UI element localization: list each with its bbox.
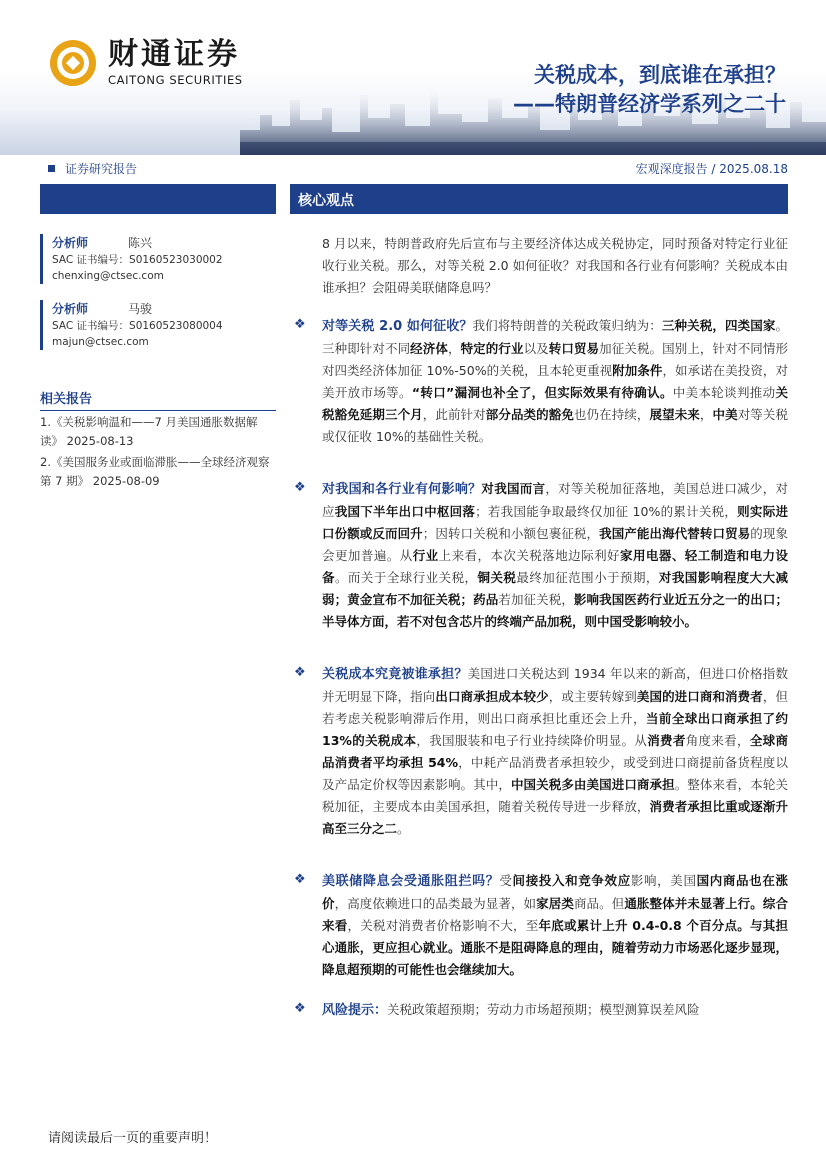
report-category [48,160,137,177]
body-text: 。 [397,821,410,836]
emphasis-text: 我国产能出海代替转口贸易 [599,526,751,541]
key-point [294,999,788,1022]
emphasis-text: 家用电器、轻工制造和电力设备 [322,548,788,585]
diamond-bullet-icon: ❖ [294,1001,306,1016]
emphasis-text: 家居类 [536,896,574,911]
core-view-label: 核心观点 [298,193,354,209]
body-text: 美国进口关税达到 1934 年以来的新高，但进口价格指数并无明显下降，指向 [322,666,788,704]
key-point-heading: 关税成本究竟被谁承担？ [322,667,468,682]
related-reports [40,388,276,491]
brand-name-cn: 财通证券 [108,37,240,72]
body-text: 影响，美国 [630,873,697,888]
body-text: 上来看，本次关税落地边际利好 [438,548,621,563]
body-text: ，关税对消费者价格影响不大，至 [347,918,539,933]
report-category-label: 证券研究报告 [65,162,138,176]
body-text: ，如承诺在美投资，对美开放市场等。 [322,363,788,400]
body-text: ， [447,341,461,356]
analyst-role: 分析师 [52,236,89,250]
intro-paragraph: 8 月以来，特朗普政府先后宣布与主要经济体达成关税协定，同时预备对特定行业征收行业关税。那么，对等关税 2.0 如何征收？对我国和各行业有何影响？关税成本由谁承担？会阻碍美联储降息吗？ [322,236,788,295]
analyst-cert: SAC 证书编号：S0160523080004 [52,320,223,332]
related-reports-title: 相关报告 [40,388,276,411]
report-title [513,62,786,118]
body-text: 对等关税或仅征收 10%的基础性关税。 [322,407,788,444]
emphasis-text: 国内商品也在涨价 [322,873,788,911]
emphasis-text: 间接投入和竞争效应 [512,873,631,888]
body-text: ，中耗产品消费者承担较少，或受到进口商提前备货程度以及产品定价权等因素影响。其中， [322,755,788,792]
emphasis-text: 则实际进口份额或反而回升 [322,504,788,541]
body-text: 关税政策超预期；劳动力市场超预期；模型测算误差风险 [387,1002,700,1017]
body-text: 最终加征范围小于预期， [516,570,659,585]
key-point [294,478,788,633]
emphasis-text: “转口”漏洞也补全了，但实际效果有待确认。 [411,385,673,400]
body-text: 中美本轮谈判推动 [672,385,776,400]
emphasis-text: 铜关税 [477,570,517,585]
emphasis-text: 三种关税，四类国家 [661,318,776,333]
emphasis-text: 对我国而言 [481,481,546,496]
analyst-name: 马骏 [128,302,153,316]
key-point [294,315,788,448]
body-text: 的现象会更加普遍。从 [322,526,788,563]
body-text: ，对等关税加征落地，美国总进口减少，对应 [322,481,788,519]
diamond-bullet-icon: ❖ [294,480,306,495]
emphasis-text: 转口贸易 [548,341,600,356]
key-point [294,870,788,981]
title-series: ——特朗普经济学系列之二十 [513,92,786,116]
body-text: 角度来看， [685,733,750,748]
emphasis-text: 部分品类的豁免 [485,407,574,422]
key-point-heading: 对我国和各行业有何影响？ [322,482,482,497]
report-type-date: 宏观深度报告 / 2025.08.18 [635,162,788,176]
body-text: 商品。但 [573,896,625,911]
body-text: 若加征关税， [498,592,574,607]
body-text: 我们将特朗普的关税政策归纳为： [472,318,662,333]
sidebar-header-bar [40,184,276,214]
key-point-heading: 对等关税 2.0 如何征收？ [322,319,473,334]
emphasis-text: 通胀整体并未显著上行。综合来看 [322,896,788,933]
emphasis-text: 消费者 [647,733,686,748]
emphasis-text: 特定的行业 [460,341,524,356]
analyst-email[interactable]: majun@ctsec.com [52,336,149,348]
emphasis-text: 影响我国医药行业近五分之一的出口；半导体方面，若不对包含芯片的终端产品加税，则中国受影响较小。 [322,592,788,629]
related-report-link[interactable]: 2.《美国服务业或面临滞胀——全球经济观察第 7 期》 2025-08-09 [40,455,270,488]
key-point-heading: 美联储降息会受通胀阻拦吗？ [322,874,500,889]
emphasis-text: 当前全球出口商承担了约 13%的关税成本 [322,711,788,748]
title-main: 关税成本，到底谁在承担？ [534,63,786,87]
disclaimer-note: 请阅读最后一页的重要声明！ [48,1131,218,1146]
emphasis-text: 行业 [412,548,439,563]
analyst-card [40,300,276,350]
key-point [294,663,788,840]
header-banner [0,0,826,155]
emphasis-text: 我国下半年出口中枢回落 [334,504,476,519]
emphasis-text: 对我国影响程度大大减弱；黄金宣布不加征关税；药品 [322,570,788,607]
body-text: ，但若考虑关税影响滞后作用，则出口商承担比重还会上升， [322,689,788,726]
emphasis-text: 消费者承担比重或逐渐升高至三分之二 [322,799,788,836]
body-text: ，高度依赖进口的品类最为显著，如 [334,896,537,911]
emphasis-text: 附加条件 [612,363,663,378]
analyst-role: 分析师 [52,302,89,316]
key-point-heading: 风险提示： [322,1003,388,1018]
emphasis-text: 出口商承担成本较少 [435,689,549,704]
analyst-email[interactable]: chenxing@ctsec.com [52,270,164,282]
emphasis-text: 展望未来 [649,407,700,422]
body-text: 。三种即针对不同 [322,318,788,356]
diamond-bullet-icon: ❖ [294,872,306,887]
body-text: ，我国服装和电子行业持续降价明显。从 [416,733,648,748]
body-text: 加征关税。国别上，针对不同情形对四类经济体加征 10%-50%的关税，且本轮更重视 [322,341,788,378]
emphasis-text: 全球商品消费者平均承担 54% [322,733,788,770]
emphasis-text: 中美 [712,407,738,422]
emphasis-text: 关税豁免延期三个月 [322,385,788,422]
analyst-card [40,234,276,284]
analyst-cert: SAC 证书编号：S0160523030002 [52,254,223,266]
diamond-bullet-icon: ❖ [294,317,306,332]
body-text: 也仍在持续， [573,407,650,422]
diamond-bullet-icon: ❖ [294,665,306,680]
analyst-name: 陈兴 [128,236,153,250]
body-text: ；因转口关税和小额包裹征税， [422,526,600,541]
company-logo [48,38,243,88]
logo-coin-icon [48,38,98,88]
square-bullet-icon [48,165,55,172]
body-text: ，此前针对 [422,407,486,422]
key-points-list [294,315,788,1022]
body-text: 。整体来看，本轮关税加征，主要成本由美国承担，随着关税传导进一步释放， [322,777,788,814]
core-view-content [294,233,788,1022]
body-text: ， [699,407,713,422]
body-text: ，或主要转嫁到 [548,689,637,704]
related-report-link[interactable]: 1.《关税影响温和——7 月美国通胀数据解读》 2025-08-13 [40,415,258,448]
emphasis-text: 美国的进口商和消费者 [636,689,763,704]
body-text: 以及 [523,341,549,356]
body-text: ；若我国能争取最终仅加征 10%的累计关税， [475,504,738,519]
core-view-bar [290,184,788,214]
brand-name-en: CAITONG SECURITIES [108,73,243,87]
emphasis-text: 中国关税多由美国进口商承担 [510,777,675,792]
body-text: 受 [499,873,513,888]
emphasis-text: 年底或累计上升 0.4-0.8 个百分点。与其担心通胀，更应担心就业。通胀不是阻碍降息的理由，随着劳动力市场恶化逐步显现，降息超预期的可能性也会继续加大。 [322,918,788,977]
subheader [40,160,788,182]
body-text: 。而关于全球行业关税， [334,570,478,585]
emphasis-text: 经济体 [410,341,448,356]
